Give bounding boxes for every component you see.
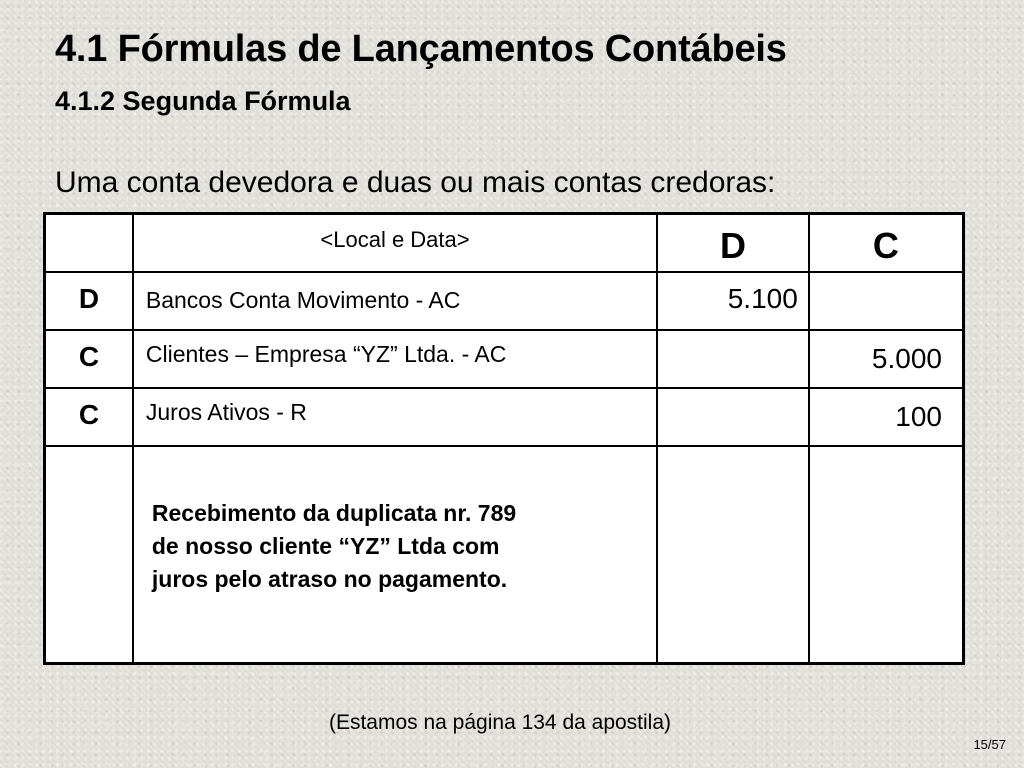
account-name: Bancos Conta Movimento - AC	[133, 272, 657, 330]
ledger-table	[43, 212, 965, 665]
history-debit-cell	[657, 446, 809, 664]
history-line: juros pelo atraso no pagamento.	[151, 565, 508, 592]
debit-amount	[657, 330, 809, 388]
page-reference-note: (Estamos na página 134 da apostila)	[328, 711, 672, 734]
history-line: Recebimento da duplicata nr. 789	[151, 499, 517, 526]
ledger-row	[45, 330, 964, 388]
ledger-header-row	[45, 214, 964, 272]
history-empty-cell	[45, 446, 133, 664]
entry-type: C	[45, 330, 133, 388]
intro-text: Uma conta devedora e duas ou mais contas credoras:	[55, 166, 776, 199]
history-line: de nosso cliente “YZ” Ltda com	[151, 532, 500, 559]
entry-type: C	[45, 388, 133, 446]
credit-amount	[809, 272, 964, 330]
account-name: Juros Ativos - R	[133, 388, 657, 446]
debit-column-header: D	[657, 214, 809, 272]
place-date-header: <Local e Data>	[133, 214, 657, 272]
ledger-row	[45, 272, 964, 330]
account-name: Clientes – Empresa “YZ” Ltda. - AC	[133, 330, 657, 388]
ledger-row	[45, 388, 964, 446]
debit-amount	[657, 388, 809, 446]
history-credit-cell	[809, 446, 964, 664]
slide-subtitle: 4.1.2 Segunda Fórmula	[55, 86, 351, 116]
debit-amount: 5.100	[657, 272, 809, 330]
history-row	[45, 446, 964, 664]
header-empty-cell	[45, 214, 133, 272]
slide-title: 4.1 Fórmulas de Lançamentos Contábeis	[55, 28, 787, 70]
slide-number: 15/57	[973, 737, 1006, 752]
history-text	[133, 446, 657, 664]
credit-column-header: C	[809, 214, 964, 272]
credit-amount: 100	[809, 388, 964, 446]
credit-amount: 5.000	[809, 330, 964, 388]
entry-type: D	[45, 272, 133, 330]
